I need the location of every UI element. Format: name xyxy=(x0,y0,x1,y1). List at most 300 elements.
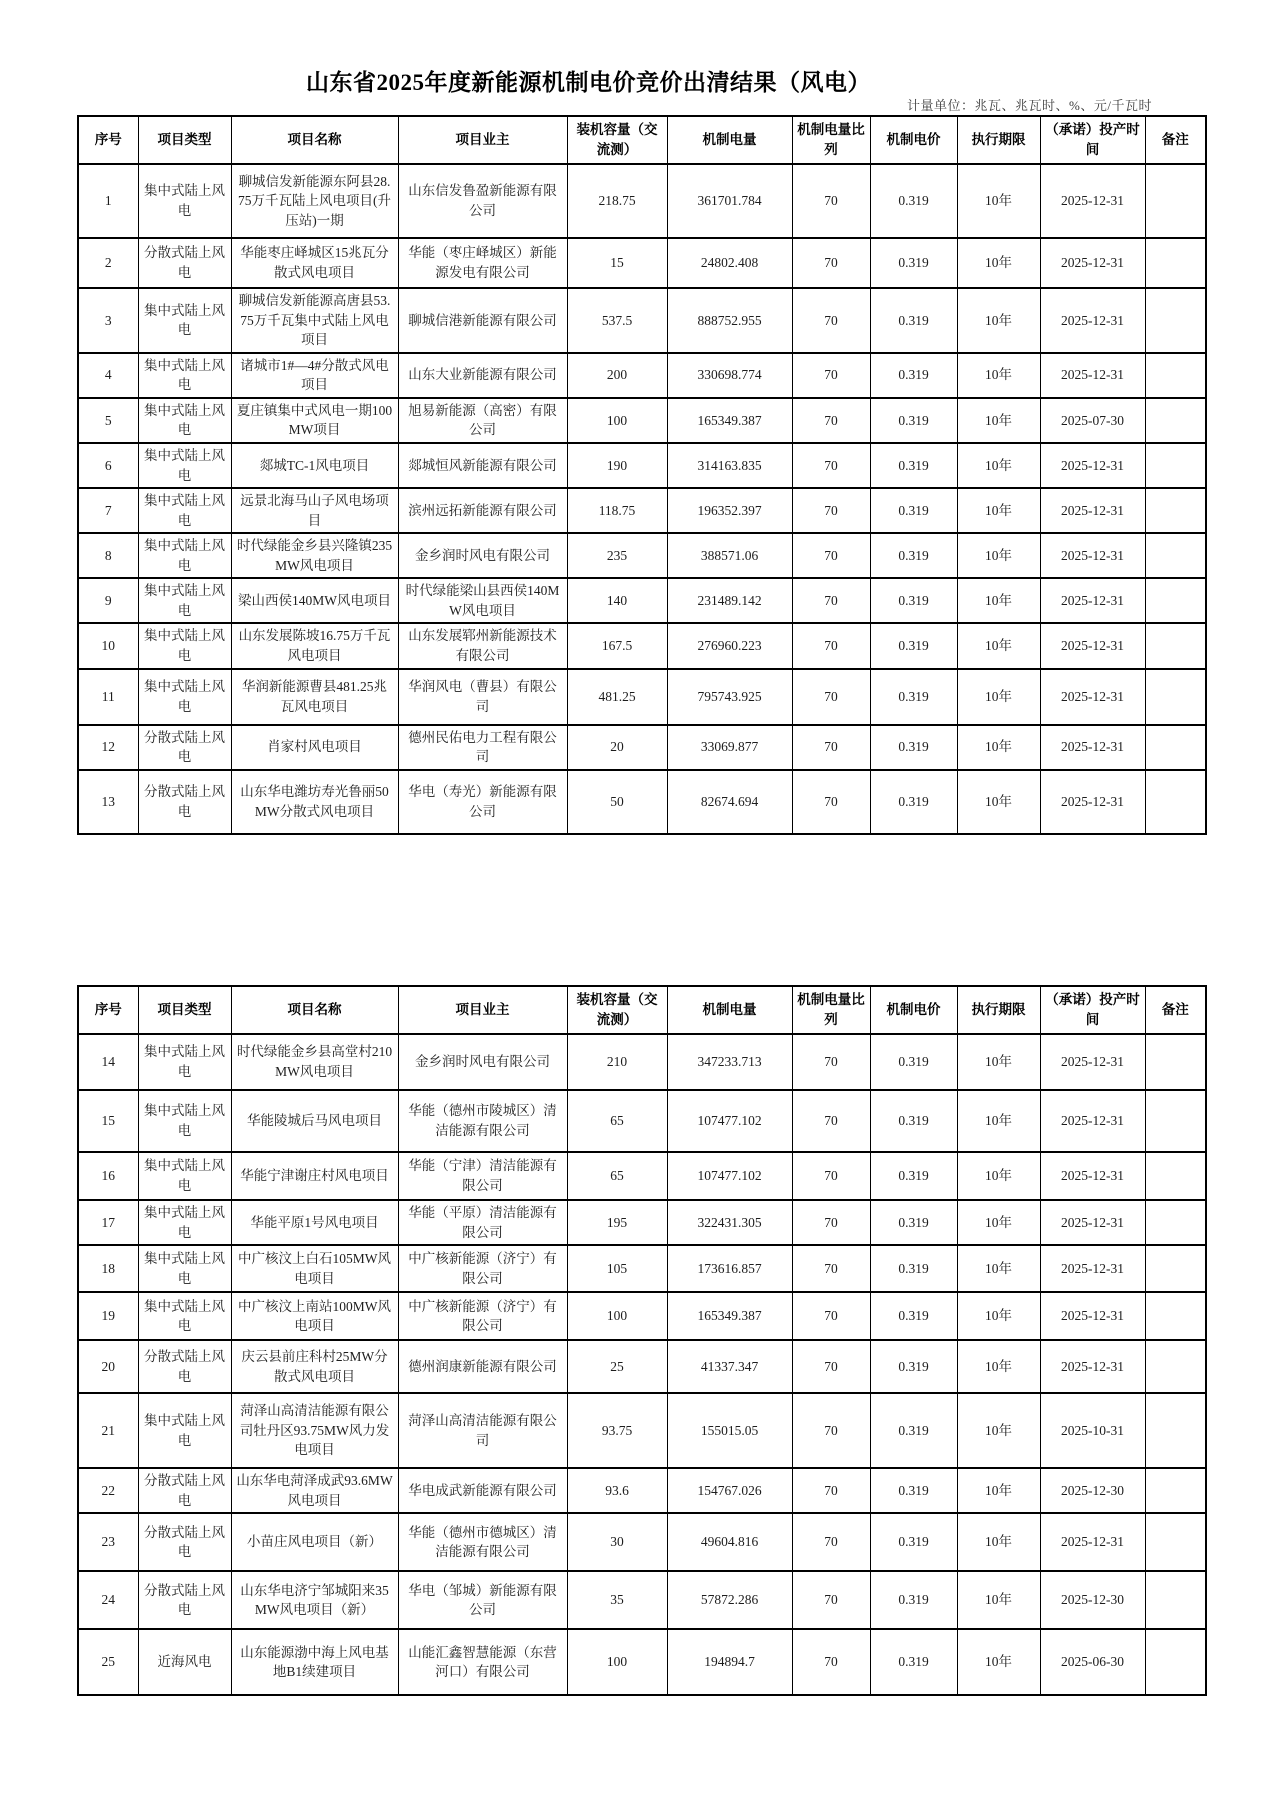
table-row xyxy=(78,623,1206,668)
cell-energy: 155015.05 xyxy=(667,1393,792,1468)
cell-capacity: 20 xyxy=(567,725,667,770)
cell-price: 0.319 xyxy=(870,353,957,398)
cell-remark xyxy=(1145,1200,1206,1245)
cell-ratio: 70 xyxy=(792,533,870,578)
cell-date: 2025-12-31 xyxy=(1040,1292,1145,1340)
cell-term: 10年 xyxy=(957,238,1040,288)
cell-remark xyxy=(1145,353,1206,398)
cell-no: 19 xyxy=(78,1292,138,1340)
cell-owner: 中广核新能源（济宁）有限公司 xyxy=(398,1292,567,1340)
cell-type: 分散式陆上风电 xyxy=(138,238,231,288)
cell-remark xyxy=(1145,1090,1206,1152)
cell-price: 0.319 xyxy=(870,1571,957,1629)
cell-term: 10年 xyxy=(957,1468,1040,1513)
table-row xyxy=(78,725,1206,770)
header-row xyxy=(78,986,1206,1034)
cell-name: 肖家村风电项目 xyxy=(231,725,398,770)
table-row xyxy=(78,1340,1206,1393)
cell-ratio: 70 xyxy=(792,1152,870,1200)
cell-price: 0.319 xyxy=(870,238,957,288)
column-header-price: 机制电价 xyxy=(870,986,957,1034)
cell-ratio: 70 xyxy=(792,1340,870,1393)
cell-type: 集中式陆上风电 xyxy=(138,669,231,725)
cell-date: 2025-12-31 xyxy=(1040,164,1145,238)
cell-capacity: 30 xyxy=(567,1513,667,1571)
header-row xyxy=(78,116,1206,164)
cell-term: 10年 xyxy=(957,353,1040,398)
cell-term: 10年 xyxy=(957,1571,1040,1629)
cell-type: 集中式陆上风电 xyxy=(138,488,231,533)
cell-name: 小苗庄风电项目（新） xyxy=(231,1513,398,1571)
cell-ratio: 70 xyxy=(792,353,870,398)
cell-type: 集中式陆上风电 xyxy=(138,443,231,488)
column-header-capacity: 装机容量（交流测） xyxy=(567,986,667,1034)
cell-remark xyxy=(1145,1468,1206,1513)
cell-term: 10年 xyxy=(957,1393,1040,1468)
cell-capacity: 93.6 xyxy=(567,1468,667,1513)
table-row xyxy=(78,578,1206,623)
cell-ratio: 70 xyxy=(792,770,870,834)
cell-name: 华能宁津谢庄村风电项目 xyxy=(231,1152,398,1200)
cell-price: 0.319 xyxy=(870,1152,957,1200)
cell-ratio: 70 xyxy=(792,578,870,623)
cell-name: 华能陵城后马风电项目 xyxy=(231,1090,398,1152)
table-row xyxy=(78,669,1206,725)
cell-owner: 德州润康新能源有限公司 xyxy=(398,1340,567,1393)
cell-date: 2025-07-30 xyxy=(1040,398,1145,443)
cell-owner: 山能汇鑫智慧能源（东营河口）有限公司 xyxy=(398,1629,567,1695)
column-header-remark: 备注 xyxy=(1145,986,1206,1034)
cell-date: 2025-12-31 xyxy=(1040,1090,1145,1152)
page-title: 山东省2025年度新能源机制电价竞价出清结果（风电） xyxy=(306,70,871,95)
cell-ratio: 70 xyxy=(792,1393,870,1468)
cell-term: 10年 xyxy=(957,533,1040,578)
cell-price: 0.319 xyxy=(870,669,957,725)
cell-capacity: 140 xyxy=(567,578,667,623)
cell-name: 时代绿能金乡县兴隆镇235MW风电项目 xyxy=(231,533,398,578)
cell-no: 5 xyxy=(78,398,138,443)
cell-owner: 华电（邹城）新能源有限公司 xyxy=(398,1571,567,1629)
cell-type: 集中式陆上风电 xyxy=(138,353,231,398)
cell-remark xyxy=(1145,1513,1206,1571)
cell-energy: 24802.408 xyxy=(667,238,792,288)
table-row xyxy=(78,398,1206,443)
cell-remark xyxy=(1145,1393,1206,1468)
cell-date: 2025-12-31 xyxy=(1040,1152,1145,1200)
cell-energy: 322431.305 xyxy=(667,1200,792,1245)
cell-owner: 时代绿能梁山县西侯140MW风电项目 xyxy=(398,578,567,623)
cell-energy: 888752.955 xyxy=(667,288,792,353)
cell-name: 华润新能源曹县481.25兆瓦风电项目 xyxy=(231,669,398,725)
cell-owner: 菏泽山高清洁能源有限公司 xyxy=(398,1393,567,1468)
cell-owner: 华电（寿光）新能源有限公司 xyxy=(398,770,567,834)
cell-remark xyxy=(1145,578,1206,623)
table-row xyxy=(78,1513,1206,1571)
table-row xyxy=(78,443,1206,488)
cell-type: 分散式陆上风电 xyxy=(138,1571,231,1629)
cell-energy: 347233.713 xyxy=(667,1034,792,1090)
cell-owner: 山东信发鲁盈新能源有限公司 xyxy=(398,164,567,238)
cell-remark xyxy=(1145,1152,1206,1200)
cell-capacity: 65 xyxy=(567,1152,667,1200)
cell-owner: 山东大业新能源有限公司 xyxy=(398,353,567,398)
cell-remark xyxy=(1145,398,1206,443)
cell-capacity: 50 xyxy=(567,770,667,834)
cell-energy: 165349.387 xyxy=(667,398,792,443)
column-header-no: 序号 xyxy=(78,116,138,164)
cell-energy: 388571.06 xyxy=(667,533,792,578)
cell-ratio: 70 xyxy=(792,1468,870,1513)
cell-term: 10年 xyxy=(957,1090,1040,1152)
cell-type: 集中式陆上风电 xyxy=(138,1292,231,1340)
cell-ratio: 70 xyxy=(792,1034,870,1090)
cell-no: 24 xyxy=(78,1571,138,1629)
table-row xyxy=(78,1152,1206,1200)
column-header-owner: 项目业主 xyxy=(398,116,567,164)
cell-term: 10年 xyxy=(957,1152,1040,1200)
cell-no: 22 xyxy=(78,1468,138,1513)
cell-owner: 华电成武新能源有限公司 xyxy=(398,1468,567,1513)
cell-no: 13 xyxy=(78,770,138,834)
cell-remark xyxy=(1145,488,1206,533)
cell-term: 10年 xyxy=(957,164,1040,238)
cell-energy: 41337.347 xyxy=(667,1340,792,1393)
cell-no: 21 xyxy=(78,1393,138,1468)
table-row xyxy=(78,288,1206,353)
cell-type: 集中式陆上风电 xyxy=(138,1090,231,1152)
cell-capacity: 537.5 xyxy=(567,288,667,353)
cell-no: 25 xyxy=(78,1629,138,1695)
cell-type: 集中式陆上风电 xyxy=(138,288,231,353)
cell-date: 2025-12-31 xyxy=(1040,1340,1145,1393)
table-row xyxy=(78,1468,1206,1513)
cell-owner: 中广核新能源（济宁）有限公司 xyxy=(398,1245,567,1292)
cell-term: 10年 xyxy=(957,578,1040,623)
cell-remark xyxy=(1145,1571,1206,1629)
cell-date: 2025-12-31 xyxy=(1040,725,1145,770)
cell-term: 10年 xyxy=(957,443,1040,488)
column-header-capacity: 装机容量（交流测） xyxy=(567,116,667,164)
cell-price: 0.319 xyxy=(870,1090,957,1152)
column-header-name: 项目名称 xyxy=(231,116,398,164)
cell-name: 时代绿能金乡县高堂村210MW风电项目 xyxy=(231,1034,398,1090)
cell-owner: 郯城恒风新能源有限公司 xyxy=(398,443,567,488)
cell-no: 1 xyxy=(78,164,138,238)
cell-no: 6 xyxy=(78,443,138,488)
cell-date: 2025-12-31 xyxy=(1040,770,1145,834)
cell-date: 2025-12-31 xyxy=(1040,533,1145,578)
cell-name: 中广核汶上南站100MW风电项目 xyxy=(231,1292,398,1340)
cell-ratio: 70 xyxy=(792,288,870,353)
cell-remark xyxy=(1145,443,1206,488)
cell-ratio: 70 xyxy=(792,1513,870,1571)
cell-term: 10年 xyxy=(957,1034,1040,1090)
table-row xyxy=(78,1571,1206,1629)
cell-term: 10年 xyxy=(957,1200,1040,1245)
cell-energy: 49604.816 xyxy=(667,1513,792,1571)
cell-type: 分散式陆上风电 xyxy=(138,1340,231,1393)
cell-energy: 361701.784 xyxy=(667,164,792,238)
cell-capacity: 481.25 xyxy=(567,669,667,725)
cell-date: 2025-12-31 xyxy=(1040,578,1145,623)
column-header-energy: 机制电量 xyxy=(667,986,792,1034)
column-header-date: （承诺）投产时间 xyxy=(1040,116,1145,164)
cell-energy: 107477.102 xyxy=(667,1152,792,1200)
results-table-page-2 xyxy=(77,985,1207,1696)
column-header-remark: 备注 xyxy=(1145,116,1206,164)
cell-type: 分散式陆上风电 xyxy=(138,725,231,770)
cell-energy: 33069.877 xyxy=(667,725,792,770)
cell-date: 2025-12-31 xyxy=(1040,353,1145,398)
cell-date: 2025-10-31 xyxy=(1040,1393,1145,1468)
cell-no: 7 xyxy=(78,488,138,533)
unit-note: 计量单位：兆瓦、兆瓦时、%、元/千瓦时 xyxy=(907,98,1152,113)
cell-type: 分散式陆上风电 xyxy=(138,1513,231,1571)
cell-name: 聊城信发新能源高唐县53.75万千瓦集中式陆上风电项目 xyxy=(231,288,398,353)
cell-ratio: 70 xyxy=(792,164,870,238)
cell-date: 2025-12-30 xyxy=(1040,1571,1145,1629)
cell-remark xyxy=(1145,770,1206,834)
cell-term: 10年 xyxy=(957,1292,1040,1340)
cell-no: 20 xyxy=(78,1340,138,1393)
cell-owner: 华能（平原）清洁能源有限公司 xyxy=(398,1200,567,1245)
cell-energy: 795743.925 xyxy=(667,669,792,725)
cell-capacity: 167.5 xyxy=(567,623,667,668)
column-header-owner: 项目业主 xyxy=(398,986,567,1034)
column-header-type: 项目类型 xyxy=(138,116,231,164)
cell-capacity: 35 xyxy=(567,1571,667,1629)
cell-price: 0.319 xyxy=(870,398,957,443)
cell-price: 0.319 xyxy=(870,1034,957,1090)
table-row xyxy=(78,1245,1206,1292)
cell-date: 2025-12-31 xyxy=(1040,669,1145,725)
cell-type: 集中式陆上风电 xyxy=(138,623,231,668)
cell-owner: 山东发展郓州新能源技术有限公司 xyxy=(398,623,567,668)
cell-type: 集中式陆上风电 xyxy=(138,1245,231,1292)
cell-ratio: 70 xyxy=(792,1090,870,1152)
cell-energy: 173616.857 xyxy=(667,1245,792,1292)
table-row xyxy=(78,488,1206,533)
cell-no: 14 xyxy=(78,1034,138,1090)
cell-remark xyxy=(1145,164,1206,238)
cell-term: 10年 xyxy=(957,669,1040,725)
table-row xyxy=(78,353,1206,398)
cell-no: 2 xyxy=(78,238,138,288)
cell-term: 10年 xyxy=(957,488,1040,533)
column-header-ratio: 机制电量比列 xyxy=(792,116,870,164)
cell-no: 18 xyxy=(78,1245,138,1292)
cell-price: 0.319 xyxy=(870,1468,957,1513)
cell-name: 华能枣庄峄城区15兆瓦分散式风电项目 xyxy=(231,238,398,288)
cell-name: 华能平原1号风电项目 xyxy=(231,1200,398,1245)
cell-date: 2025-12-31 xyxy=(1040,288,1145,353)
column-header-term: 执行期限 xyxy=(957,986,1040,1034)
cell-price: 0.319 xyxy=(870,725,957,770)
cell-date: 2025-12-31 xyxy=(1040,1034,1145,1090)
cell-ratio: 70 xyxy=(792,398,870,443)
cell-name: 诸城市1#—4#分散式风电项目 xyxy=(231,353,398,398)
cell-remark xyxy=(1145,725,1206,770)
cell-remark xyxy=(1145,1245,1206,1292)
cell-type: 分散式陆上风电 xyxy=(138,1468,231,1513)
results-table-page-1 xyxy=(77,115,1207,835)
cell-term: 10年 xyxy=(957,1513,1040,1571)
cell-energy: 57872.286 xyxy=(667,1571,792,1629)
cell-name: 山东华电菏泽成武93.6MW风电项目 xyxy=(231,1468,398,1513)
cell-name: 山东能源渤中海上风电基地B1续建项目 xyxy=(231,1629,398,1695)
cell-energy: 165349.387 xyxy=(667,1292,792,1340)
cell-ratio: 70 xyxy=(792,1292,870,1340)
cell-type: 集中式陆上风电 xyxy=(138,1393,231,1468)
cell-remark xyxy=(1145,1629,1206,1695)
cell-price: 0.319 xyxy=(870,770,957,834)
cell-name: 远景北海马山子风电场项目 xyxy=(231,488,398,533)
cell-capacity: 235 xyxy=(567,533,667,578)
cell-price: 0.319 xyxy=(870,1245,957,1292)
column-header-type: 项目类型 xyxy=(138,986,231,1034)
cell-capacity: 190 xyxy=(567,443,667,488)
cell-name: 菏泽山高清洁能源有限公司牡丹区93.75MW风力发电项目 xyxy=(231,1393,398,1468)
cell-date: 2025-12-30 xyxy=(1040,1468,1145,1513)
cell-term: 10年 xyxy=(957,1245,1040,1292)
cell-date: 2025-12-31 xyxy=(1040,488,1145,533)
cell-owner: 金乡润时风电有限公司 xyxy=(398,533,567,578)
cell-date: 2025-12-31 xyxy=(1040,1200,1145,1245)
cell-ratio: 70 xyxy=(792,725,870,770)
cell-remark xyxy=(1145,1292,1206,1340)
cell-owner: 德州民佑电力工程有限公司 xyxy=(398,725,567,770)
column-header-term: 执行期限 xyxy=(957,116,1040,164)
cell-no: 8 xyxy=(78,533,138,578)
cell-energy: 82674.694 xyxy=(667,770,792,834)
cell-term: 10年 xyxy=(957,288,1040,353)
cell-name: 梁山西侯140MW风电项目 xyxy=(231,578,398,623)
cell-capacity: 65 xyxy=(567,1090,667,1152)
table-row xyxy=(78,1090,1206,1152)
cell-capacity: 25 xyxy=(567,1340,667,1393)
cell-owner: 旭易新能源（高密）有限公司 xyxy=(398,398,567,443)
cell-remark xyxy=(1145,623,1206,668)
cell-no: 15 xyxy=(78,1090,138,1152)
table-row xyxy=(78,1034,1206,1090)
cell-owner: 华能（宁津）清洁能源有限公司 xyxy=(398,1152,567,1200)
cell-capacity: 200 xyxy=(567,353,667,398)
cell-energy: 194894.7 xyxy=(667,1629,792,1695)
cell-ratio: 70 xyxy=(792,238,870,288)
cell-owner: 华润风电（曹县）有限公司 xyxy=(398,669,567,725)
cell-type: 集中式陆上风电 xyxy=(138,533,231,578)
cell-no: 11 xyxy=(78,669,138,725)
column-header-name: 项目名称 xyxy=(231,986,398,1034)
cell-remark xyxy=(1145,1034,1206,1090)
cell-name: 聊城信发新能源东阿县28.75万千瓦陆上风电项目(升压站)一期 xyxy=(231,164,398,238)
cell-owner: 金乡润时风电有限公司 xyxy=(398,1034,567,1090)
cell-capacity: 93.75 xyxy=(567,1393,667,1468)
table-row xyxy=(78,238,1206,288)
cell-type: 集中式陆上风电 xyxy=(138,1034,231,1090)
cell-price: 0.319 xyxy=(870,443,957,488)
cell-ratio: 70 xyxy=(792,488,870,533)
cell-energy: 154767.026 xyxy=(667,1468,792,1513)
table-row xyxy=(78,1393,1206,1468)
cell-capacity: 118.75 xyxy=(567,488,667,533)
cell-energy: 107477.102 xyxy=(667,1090,792,1152)
cell-name: 山东发展陈坡16.75万千瓦风电项目 xyxy=(231,623,398,668)
cell-no: 23 xyxy=(78,1513,138,1571)
cell-price: 0.319 xyxy=(870,623,957,668)
cell-remark xyxy=(1145,533,1206,578)
cell-owner: 华能（德州市德城区）清洁能源有限公司 xyxy=(398,1513,567,1571)
cell-ratio: 70 xyxy=(792,1200,870,1245)
cell-owner: 滨州远拓新能源有限公司 xyxy=(398,488,567,533)
cell-name: 庆云县前庄科村25MW分散式风电项目 xyxy=(231,1340,398,1393)
cell-type: 集中式陆上风电 xyxy=(138,164,231,238)
cell-no: 4 xyxy=(78,353,138,398)
cell-owner: 聊城信港新能源有限公司 xyxy=(398,288,567,353)
cell-energy: 231489.142 xyxy=(667,578,792,623)
column-header-price: 机制电价 xyxy=(870,116,957,164)
cell-capacity: 100 xyxy=(567,1629,667,1695)
cell-term: 10年 xyxy=(957,725,1040,770)
cell-price: 0.319 xyxy=(870,1393,957,1468)
cell-ratio: 70 xyxy=(792,1629,870,1695)
cell-capacity: 105 xyxy=(567,1245,667,1292)
cell-price: 0.319 xyxy=(870,164,957,238)
cell-capacity: 100 xyxy=(567,398,667,443)
cell-remark xyxy=(1145,288,1206,353)
column-header-no: 序号 xyxy=(78,986,138,1034)
cell-capacity: 218.75 xyxy=(567,164,667,238)
cell-no: 3 xyxy=(78,288,138,353)
cell-term: 10年 xyxy=(957,623,1040,668)
cell-no: 17 xyxy=(78,1200,138,1245)
cell-date: 2025-06-30 xyxy=(1040,1629,1145,1695)
cell-no: 9 xyxy=(78,578,138,623)
cell-owner: 华能（德州市陵城区）清洁能源有限公司 xyxy=(398,1090,567,1152)
cell-date: 2025-12-31 xyxy=(1040,238,1145,288)
column-header-energy: 机制电量 xyxy=(667,116,792,164)
cell-price: 0.319 xyxy=(870,288,957,353)
cell-energy: 330698.774 xyxy=(667,353,792,398)
cell-ratio: 70 xyxy=(792,1571,870,1629)
cell-price: 0.319 xyxy=(870,1292,957,1340)
cell-energy: 276960.223 xyxy=(667,623,792,668)
cell-name: 郯城TC-1风电项目 xyxy=(231,443,398,488)
cell-name: 山东华电济宁邹城阳来35MW风电项目（新） xyxy=(231,1571,398,1629)
cell-ratio: 70 xyxy=(792,669,870,725)
column-header-date: （承诺）投产时间 xyxy=(1040,986,1145,1034)
cell-capacity: 15 xyxy=(567,238,667,288)
table-row xyxy=(78,164,1206,238)
cell-name: 中广核汶上白石105MW风电项目 xyxy=(231,1245,398,1292)
cell-price: 0.319 xyxy=(870,1340,957,1393)
cell-ratio: 70 xyxy=(792,623,870,668)
cell-term: 10年 xyxy=(957,770,1040,834)
cell-name: 山东华电潍坊寿光鲁丽50MW分散式风电项目 xyxy=(231,770,398,834)
cell-no: 12 xyxy=(78,725,138,770)
cell-type: 分散式陆上风电 xyxy=(138,770,231,834)
cell-name: 夏庄镇集中式风电一期100MW项目 xyxy=(231,398,398,443)
cell-date: 2025-12-31 xyxy=(1040,1245,1145,1292)
cell-type: 集中式陆上风电 xyxy=(138,1152,231,1200)
cell-date: 2025-12-31 xyxy=(1040,1513,1145,1571)
cell-ratio: 70 xyxy=(792,1245,870,1292)
cell-date: 2025-12-31 xyxy=(1040,443,1145,488)
cell-type: 集中式陆上风电 xyxy=(138,578,231,623)
cell-capacity: 100 xyxy=(567,1292,667,1340)
cell-price: 0.319 xyxy=(870,1513,957,1571)
table-row xyxy=(78,1292,1206,1340)
